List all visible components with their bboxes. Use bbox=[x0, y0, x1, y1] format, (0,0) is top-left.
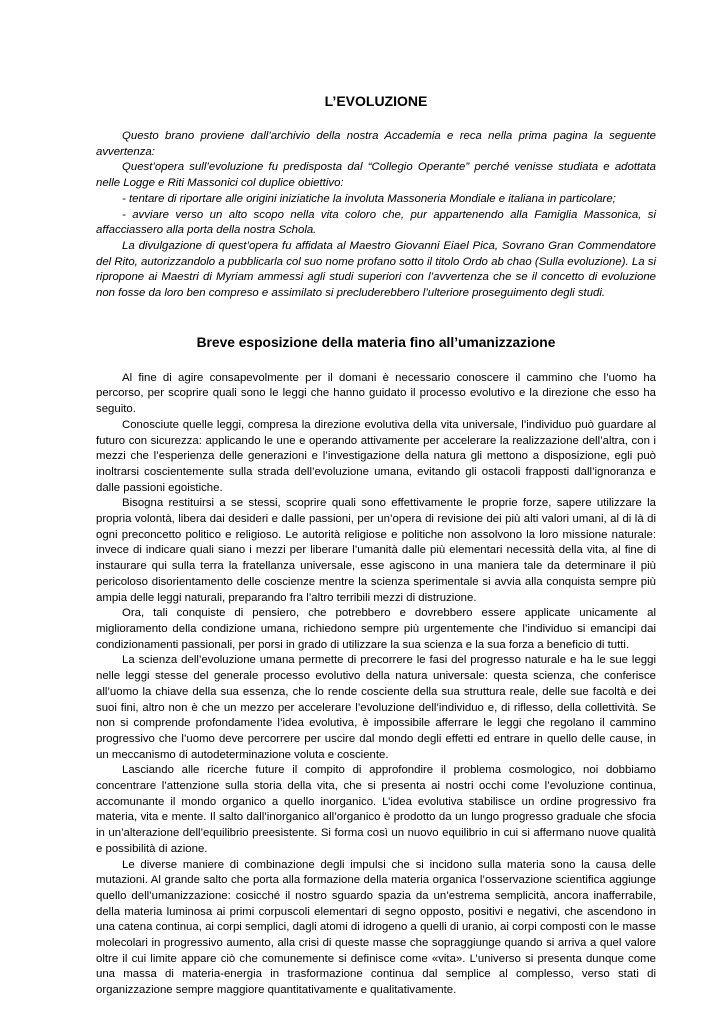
body-paragraph: Conosciute quelle leggi, compresa la direzione evolutiva della vita universale, l’individuo può guardare al futuro con sicurezza: applicando le une e operando attivamente per accelerare la realizzazione dell’altra, con i mezzi che l’esperienza delle generazioni e l’investigazione della natura gli mettono a disposizione, egli può inoltrarsi coscientemente sulla strada dell’evoluzione umana, evitando gli ostacoli frapposti dall’ignoranza e dalle passioni egoistiche. bbox=[96, 418, 656, 494]
body-paragraph: Le diverse maniere di combinazione degli impulsi che si incidono sulla materia sono la causa delle mutazioni. Al grande salto che porta alla formazione della materia organica l’osservazione scientifica aggiunge quello dell’umanizzazione: cosicché il nostro sguardo spazia da un’estrema semplicità, ancora inafferrabile, della materia luminosa ai primi corpuscoli elementari di segno opposto, positivi e negativi, che ascendono in una catena continua, ai corpi semplici, dagli atomi di idrogeno a quelli di uranio, ai corpi composti con le masse molecolari in progressivo aumento, alla crisi di queste masse che sopraggiunge quando si arriva a quel valore oltre il cui limite appare ciò che comunemente si definisce come «vita». L’universo si presenta dunque come una massa di materia-energia in trasformazione continua dal semplice al complesso, verso stati di organizzazione sempre maggiore quantitativamente e qualitativamente. bbox=[96, 858, 656, 997]
body-paragraph: La scienza dell’evoluzione umana permette di precorrere le fasi del progresso naturale e ha le sue leggi nelle leggi stesse del generale processo evolutivo della natura universale: questa scienza, che conferisce all’uomo la chiave della sua essenza, che lo rende cosciente della sua struttura reale, delle sue facoltà e dei suoi fini, altro non è che un mezzo per accelerare l’evoluzione dell’individuo e, di riflesso, della collettività. Se non si comprende profondamente l’idea evolutiva, è impossibile afferrare le leggi che regolano il cammino progressivo che l’uomo deve percorrere per uscire dal mondo degli effetti ed entrare in quello delle cause, in un meccanismo di autodeterminazione voluta e cosciente. bbox=[96, 654, 656, 761]
intro-paragraph: - tentare di riportare alle origini iniziatiche la involuta Massoneria Mondiale e italiana in particolare; bbox=[122, 192, 616, 205]
body-paragraph: Lasciando alle ricerche future il compito di approfondire il problema cosmologico, noi dobbiamo concentrare l’attenzione sulla storia della vita, che si presenta ai nostri occhi come l’evoluzione continua, accomunante il mondo organico a quello inorganico. L’idea evolutiva stabilisce un ordine progressivo fra materia, vita e mente. Il salto dall’inorganico all’organico è prodotto da un lungo progresso graduale che sfocia in un’alterazione dell’equilibrio preesistente. Si forma così un nuovo equilibrio in cui si affermano nuove qualità e possibilità di azione. bbox=[96, 764, 656, 855]
section-body bbox=[96, 371, 656, 999]
intro-paragraph: - avviare verso un alto scopo nella vita coloro che, pur appartenendo alla Famiglia Massonica, si affacciassero alla porta della nostra Schola. bbox=[96, 208, 656, 237]
body-paragraph: Ora, tali conquiste di pensiero, che potrebbero e dovrebbero essere applicate unicamente al miglioramento della condizione umana, richiedono sempre più urgentemente che l’individuo si emancipi dai condizionamenti passionali, per porsi in grado di utilizzare la sua scienza e la sua forza a beneficio di tutti. bbox=[96, 607, 656, 651]
page-content bbox=[96, 92, 656, 999]
body-paragraph: Bisogna restituirsi a se stessi, scoprire quali sono effettivamente le proprie forze, sapere utilizzare la propria volontà, libera dai desideri e dalle passioni, per un’opera di revisione dei più alti valori umani, al di là di ogni preconcetto politico e religioso. Le autorità religiose e politiche non assolvono la loro missione naturale: invece di indicare quali siano i mezzi per liberare l’umanità dalle più elementari necessità della vita, al fine di instaurare qui sulla terra la fratellanza universale, esse agiscono in una maniera tale da determinare il più pericoloso disorientamento delle coscienze mentre la scienza sperimentale si avvia alla conquista sempre più ampia delle leggi naturali, preparando fra l’altro terribili mezzi di distruzione. bbox=[96, 497, 656, 604]
intro-note bbox=[96, 129, 656, 302]
intro-paragraph: Questo brano proviene dall’archivio della nostra Accademia e reca nella prima pagina la seguente avvertenza: bbox=[96, 130, 656, 158]
body-paragraph: Al fine di agire consapevolmente per il domani è necessario conoscere il cammino che l’uomo ha percorso, per scoprire quali sono le leggi che hanno guidato il processo evolutivo e la direzione che esso ha seguito. bbox=[96, 371, 656, 416]
section-heading: Breve esposizione della materia fino all’umanizzazione bbox=[196, 334, 556, 350]
intro-paragraph: Quest’opera sull’evoluzione fu predisposta dal “Collegio Operante” perché venisse studiata e adottata nelle Logge e Riti Massonici col duplice obiettivo: bbox=[96, 161, 656, 190]
intro-paragraph: La divulgazione di quest’opera fu affidata al Maestro Giovanni Eiael Pica, Sovrano Gran Commendatore del Rito, autorizzandolo a pubblicarla col suo nome profano sotto il titolo Ordo ab chao (Sulla evoluzione). La si ripropone ai Maestri di Myriam ammessi agli studi superiori con l’avvertenza che se il concetto di evoluzione non fosse da loro ben compreso e assimilato si precluderebbero l’ulteriore proseguimento degli studi. bbox=[96, 239, 656, 300]
document-title: L’EVOLUZIONE bbox=[324, 93, 428, 109]
